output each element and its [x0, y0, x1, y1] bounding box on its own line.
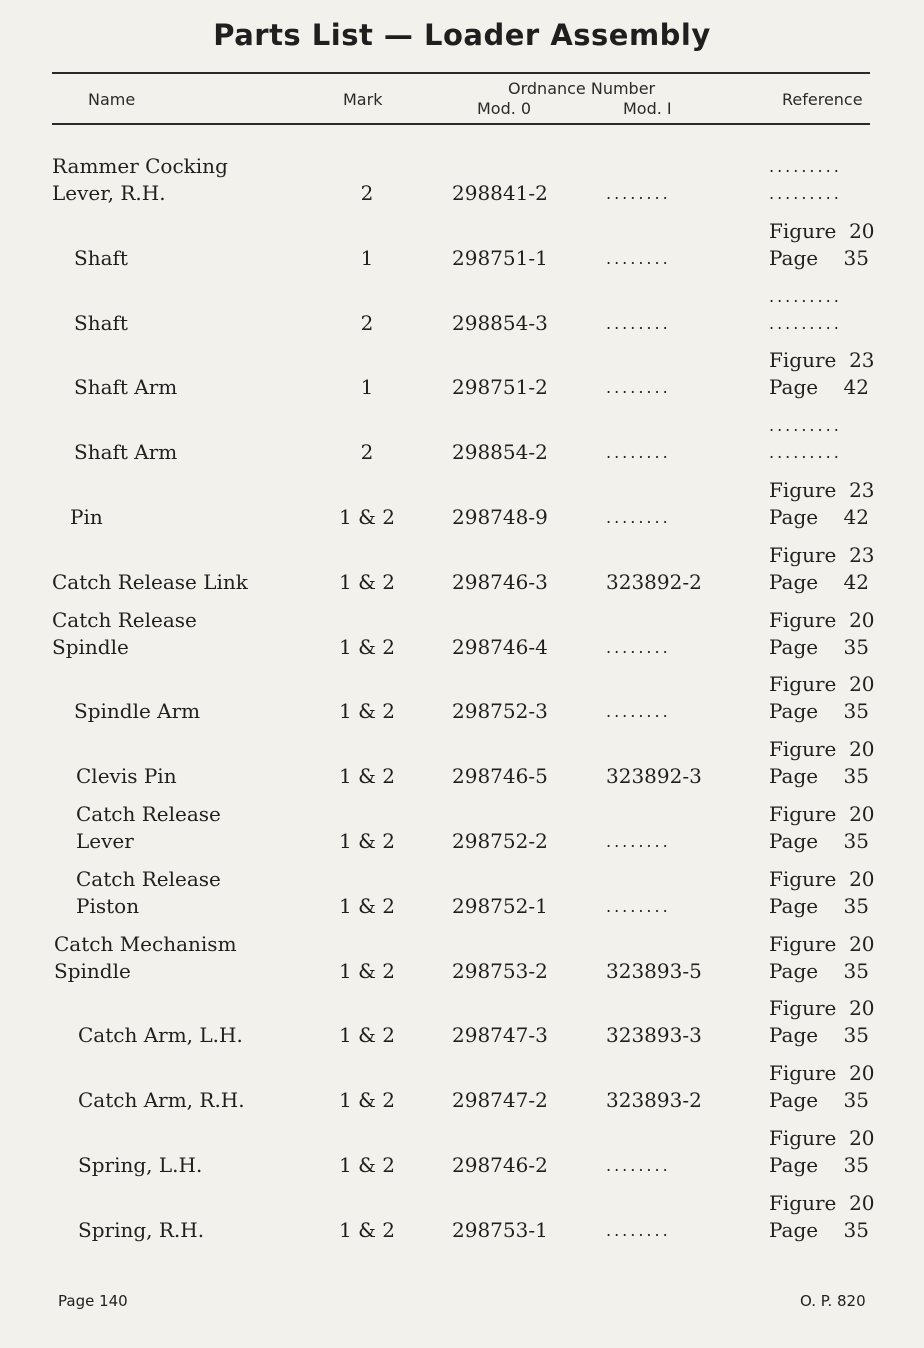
table-row: [0, 1060, 924, 1124]
ordnance-mod1: ........: [606, 896, 671, 916]
reference-line2: Page 42: [769, 375, 869, 400]
reference-line1: Figure 20: [769, 737, 875, 762]
reference-line1: Figure 20: [769, 218, 875, 243]
table-row: [0, 866, 924, 930]
table-row: [0, 347, 924, 411]
ordnance-mod1: 323893-5: [606, 958, 702, 983]
reference-line2: Page 35: [769, 699, 869, 724]
reference-line1: Figure 20: [769, 866, 875, 891]
part-name-line2: Shaft Arm: [74, 375, 178, 400]
column-header-mark: Mark: [343, 90, 383, 109]
ordnance-mod0: 298746-2: [452, 1153, 548, 1177]
reference-line2: Page 35: [769, 764, 869, 789]
ordnance-mod0: 298753-1: [452, 1217, 548, 1242]
reference-line1: Figure 20: [769, 1061, 875, 1086]
part-name-line1: Catch Release: [52, 607, 197, 632]
ordnance-mod0: 298751-2: [452, 375, 548, 400]
table-row: [0, 736, 924, 800]
ordnance-mod0: 298747-2: [452, 1088, 548, 1113]
ordnance-mod0: 298751-1: [452, 245, 548, 270]
column-header-ordnance: Ordnance Number: [508, 79, 656, 98]
ordnance-mod1: ........: [606, 443, 671, 463]
reference-line2: Page 42: [769, 505, 869, 529]
part-mark: 1 & 2: [339, 958, 395, 983]
reference-line1: .........: [769, 157, 842, 176]
table-row: [0, 283, 924, 347]
ordnance-mod0: 298746-3: [452, 569, 548, 594]
part-name-line2: Lever: [76, 829, 134, 853]
table-row: [0, 995, 924, 1059]
ordnance-mod0: 298854-2: [452, 440, 548, 465]
ordnance-mod1: 323893-3: [606, 1023, 702, 1048]
part-name-line2: Lever, R.H.: [52, 181, 166, 205]
part-mark: 1 & 2: [339, 764, 395, 789]
part-mark: 1 & 2: [339, 634, 395, 659]
part-mark: 1 & 2: [339, 1023, 395, 1048]
ordnance-mod1: ........: [606, 378, 671, 398]
table-row: [0, 542, 924, 606]
reference-line1: Figure 20: [769, 607, 875, 632]
part-mark: 1: [360, 245, 374, 270]
part-name-line2: Catch Release Link: [52, 569, 248, 594]
reference-line2: .........: [769, 443, 842, 463]
part-name-line2: Catch Arm, L.H.: [78, 1023, 243, 1048]
part-name-line2: Spindle: [54, 958, 131, 983]
ordnance-mod1: ........: [606, 832, 671, 851]
part-name-line2: Spindle: [52, 634, 129, 659]
ordnance-mod1: ........: [606, 1156, 671, 1175]
column-header-mod1: Mod. I: [623, 99, 672, 118]
ordnance-mod1: ........: [606, 1220, 671, 1240]
part-mark: 2: [360, 181, 374, 205]
ordnance-mod0: 298854-3: [452, 310, 548, 335]
reference-line1: Figure 20: [769, 1126, 875, 1150]
reference-line2: Page 35: [769, 1153, 869, 1177]
reference-line2: Page 35: [769, 958, 869, 983]
part-name-line2: Shaft: [74, 310, 128, 335]
reference-line1: Figure 20: [769, 672, 875, 697]
reference-line2: Page 35: [769, 893, 869, 918]
reference-line1: Figure 20: [769, 802, 875, 826]
part-mark: 1: [360, 375, 374, 400]
header-bottom-rule: [52, 123, 870, 125]
part-name-line2: Spindle Arm: [74, 699, 201, 724]
header-top-rule: [52, 72, 870, 74]
part-mark: 1 & 2: [339, 893, 395, 918]
reference-line1: Figure 23: [769, 542, 875, 567]
ordnance-mod1: ........: [606, 508, 671, 527]
table-row: [0, 671, 924, 735]
part-name-line2: Shaft Arm: [74, 440, 178, 465]
part-name-line2: Pin: [70, 505, 103, 529]
column-header-name: Name: [88, 90, 136, 109]
table-row: [0, 218, 924, 282]
ordnance-mod1: ........: [606, 248, 671, 268]
part-name-line2: Clevis Pin: [76, 764, 177, 789]
ordnance-mod0: 298746-4: [452, 634, 548, 659]
part-name-line2: Spring, R.H.: [78, 1217, 205, 1242]
reference-line1: Figure 20: [769, 996, 875, 1021]
reference-line2: Page 35: [769, 1023, 869, 1048]
part-mark: 1 & 2: [339, 1217, 395, 1242]
reference-line2: Page 35: [769, 1088, 869, 1113]
reference-line2: Page 35: [769, 1217, 869, 1242]
page-title: Parts List — Loader Assembly: [213, 18, 711, 52]
part-name-line1: Catch Mechanism: [54, 931, 237, 956]
part-name-line2: Piston: [76, 893, 140, 918]
part-mark: 2: [360, 440, 374, 465]
ordnance-mod1: 323893-2: [606, 1088, 702, 1113]
ordnance-mod0: 298748-9: [452, 505, 548, 529]
reference-line1: .........: [769, 286, 842, 306]
part-name-line1: Catch Release: [76, 802, 221, 826]
column-header-reference: Reference: [782, 90, 863, 109]
ordnance-mod0: 298752-2: [452, 829, 548, 853]
table-row: [0, 1190, 924, 1254]
ordnance-mod0: 298752-3: [452, 699, 548, 724]
reference-line2: .........: [769, 184, 842, 203]
footer-page-number: Page 140: [58, 1292, 128, 1310]
ordnance-mod0: 298841-2: [452, 181, 548, 205]
ordnance-mod1: ........: [606, 313, 671, 333]
part-mark: 2: [360, 310, 374, 335]
reference-line1: Figure 20: [769, 1190, 875, 1215]
table-row: [0, 477, 924, 541]
reference-line2: Page 35: [769, 245, 869, 270]
table-row: [0, 931, 924, 995]
reference-line2: Page 42: [769, 569, 869, 594]
table-row: [0, 607, 924, 671]
footer-publication-number: O. P. 820: [800, 1292, 866, 1310]
reference-line1: Figure 20: [769, 931, 875, 956]
part-name-line2: Catch Arm, R.H.: [78, 1088, 245, 1113]
part-name-line1: Catch Release: [76, 866, 221, 891]
table-row: [0, 801, 924, 865]
part-name-line1: Rammer Cocking: [52, 154, 228, 178]
ordnance-mod1: ........: [606, 637, 671, 657]
part-mark: 1 & 2: [339, 1153, 395, 1177]
part-mark: 1 & 2: [339, 1088, 395, 1113]
reference-line2: Page 35: [769, 829, 869, 853]
part-name-line2: Shaft: [74, 245, 128, 270]
part-name-line2: Spring, L.H.: [78, 1153, 203, 1177]
ordnance-mod0: 298752-1: [452, 893, 548, 918]
part-mark: 1 & 2: [339, 829, 395, 853]
reference-line1: Figure 23: [769, 478, 875, 502]
part-mark: 1 & 2: [339, 505, 395, 529]
reference-line1: .........: [769, 416, 842, 436]
part-mark: 1 & 2: [339, 569, 395, 594]
part-mark: 1 & 2: [339, 699, 395, 724]
table-row: [0, 1125, 924, 1189]
ordnance-mod1: 323892-3: [606, 764, 702, 789]
reference-line1: Figure 23: [769, 348, 875, 373]
table-row: [0, 412, 924, 476]
reference-line2: .........: [769, 313, 842, 333]
ordnance-mod1: ........: [606, 702, 671, 722]
column-header-mod0: Mod. 0: [477, 99, 532, 118]
reference-line2: Page 35: [769, 634, 869, 659]
ordnance-mod0: 298746-5: [452, 764, 548, 789]
table-row: [0, 153, 924, 217]
ordnance-mod0: 298753-2: [452, 958, 548, 983]
ordnance-mod1: 323892-2: [606, 569, 702, 594]
ordnance-mod0: 298747-3: [452, 1023, 548, 1048]
ordnance-mod1: ........: [606, 184, 671, 203]
